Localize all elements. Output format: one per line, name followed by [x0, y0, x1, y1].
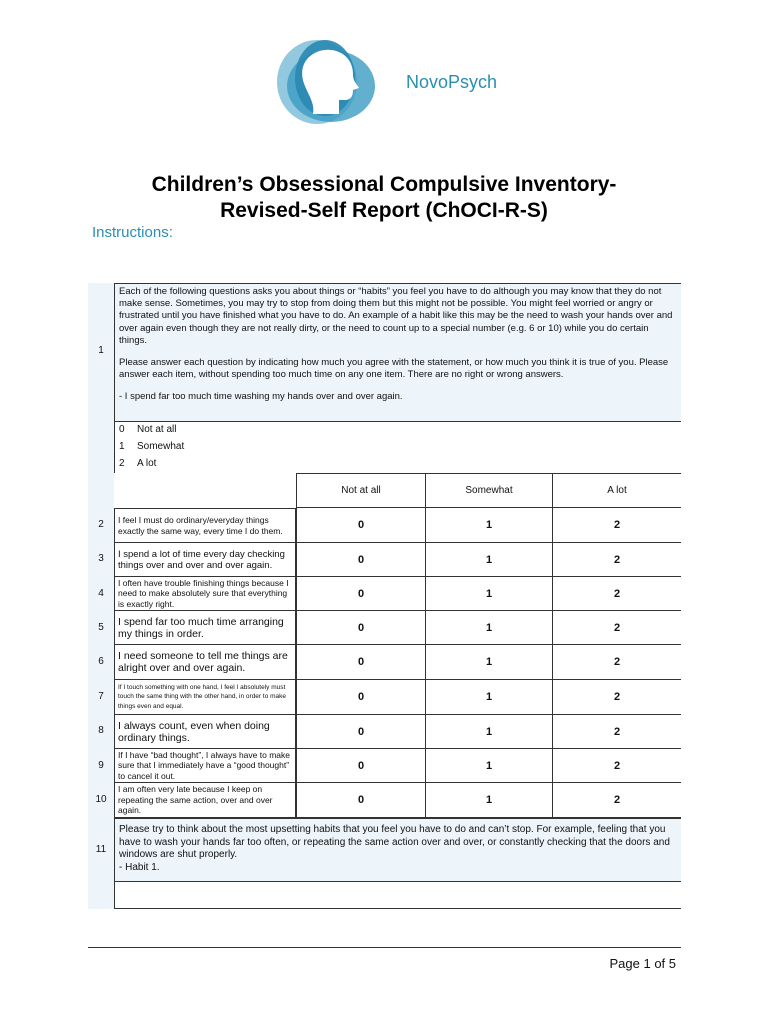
question-text: I often have trouble finishing things because I need to make absolutely sure that everything is exactly right.: [114, 576, 296, 611]
answer-option[interactable]: 2: [552, 543, 681, 577]
novopsych-logo: [273, 34, 379, 128]
habits-question-text: Please try to think about the most upsetting habits that you feel you have to do and can’t stop. For example, feeling that you have to wash your hands far too often, or repeating the same action over and over, or constantly checking that the doors and windows are shut properly.: [119, 824, 670, 860]
answer-option[interactable]: 1: [425, 680, 552, 715]
question-text: I feel I must do ordinary/everyday things exactly the same way, every time I do them.: [114, 508, 296, 543]
column-header-not-at-all: Not at all: [296, 473, 425, 508]
scale-label: Somewhat: [137, 441, 185, 452]
scale-key: 0: [119, 424, 125, 435]
answer-option[interactable]: 0: [296, 611, 425, 645]
scale-key: 2: [119, 458, 125, 469]
item-number: 11: [95, 844, 107, 855]
answer-option[interactable]: 2: [552, 611, 681, 645]
brand-name: NovoPsych: [406, 72, 498, 92]
answer-option[interactable]: 1: [425, 715, 552, 749]
answer-option[interactable]: 0: [296, 508, 425, 543]
scale-key: 1: [119, 441, 125, 452]
item-number: 5: [98, 622, 104, 633]
answer-option[interactable]: 2: [552, 577, 681, 611]
column-header-a-lot: A lot: [552, 473, 681, 508]
answer-option[interactable]: 0: [296, 577, 425, 611]
habit-answer-field[interactable]: [114, 881, 681, 909]
title-line-2: Revised-Self Report (ChOCI-R-S): [220, 199, 548, 222]
head-profile-icon: [273, 34, 379, 128]
answer-option[interactable]: 1: [425, 577, 552, 611]
answer-option[interactable]: 2: [552, 508, 681, 543]
item-number: 3: [98, 553, 104, 564]
item-number: 2: [98, 519, 104, 530]
instructions-paragraph: Please answer each question by indicating how much you agree with the statement, or how much you think it is true of you. Please answer each item, without spending too much time on any one item. There are no right or wrong answers.: [119, 357, 669, 381]
question-text: I always count, even when doing ordinary things.: [114, 714, 296, 749]
item-number: 10: [95, 794, 107, 805]
answer-option[interactable]: 1: [425, 749, 552, 783]
question-text: I spend far too much time arranging my things in order.: [114, 610, 296, 645]
answer-option[interactable]: 1: [425, 508, 552, 543]
answer-option[interactable]: 1: [425, 783, 552, 818]
instructions-label: Instructions:: [92, 224, 173, 241]
scale-row: [119, 441, 184, 452]
item-number: 1: [98, 345, 104, 356]
answer-option[interactable]: 2: [552, 680, 681, 715]
question-text: If I have “bad thought”, I always have to make sure that I immediately have a “good thought” to cancel it out.: [114, 748, 296, 783]
response-scale-legend: [114, 421, 681, 473]
instructions-block: [114, 283, 681, 421]
instructions-paragraph: Each of the following questions asks you about things or “habits” you feel you have to do although you may know that they do not make sense. Sometimes, you may try to stop from doing them but this might not be possible. You might feel worried or angry or frustrated until you have finished what you have to do. An example of a habit like this may be the need to wash your hands over and over again even though they are not really dirty, or the need to count up to a special number (e.g. 6 or 10) while you do certain things.: [119, 286, 673, 346]
example-item: - I spend far too much time washing my hands over and over again.: [119, 391, 403, 403]
answer-option[interactable]: 1: [425, 543, 552, 577]
answer-option[interactable]: 2: [552, 715, 681, 749]
question-text: I am often very late because I keep on repeating the same action, over and over again.: [114, 782, 296, 818]
answer-option[interactable]: 2: [552, 783, 681, 818]
question-text: I need someone to tell me things are alright over and over again.: [114, 644, 296, 680]
answer-option[interactable]: 0: [296, 543, 425, 577]
answer-option[interactable]: 2: [552, 749, 681, 783]
scale-row: [119, 458, 156, 469]
answer-option[interactable]: 0: [296, 645, 425, 680]
item-number: 7: [98, 691, 104, 702]
title-line-1: Children’s Obsessional Compulsive Inventory-: [151, 173, 617, 196]
question-text: I spend a lot of time every day checking things over and over and over again.: [114, 542, 296, 577]
answer-option[interactable]: 2: [552, 645, 681, 680]
answer-option[interactable]: 0: [296, 783, 425, 818]
habit-1-label: - Habit 1.: [119, 861, 160, 873]
habits-question: [114, 818, 681, 881]
answer-option[interactable]: 0: [296, 749, 425, 783]
answer-option[interactable]: 0: [296, 715, 425, 749]
item-number: 8: [98, 725, 104, 736]
footer-divider: [88, 947, 681, 948]
answer-option[interactable]: 1: [425, 645, 552, 680]
scale-label: Not at all: [137, 424, 177, 435]
item-number: 9: [98, 760, 104, 771]
item-number: 4: [98, 588, 104, 599]
item-number: 6: [98, 656, 104, 667]
answer-option[interactable]: 0: [296, 680, 425, 715]
column-header-somewhat: Somewhat: [425, 473, 552, 508]
page-number: Page 1 of 5: [609, 956, 676, 971]
answer-option[interactable]: 1: [425, 611, 552, 645]
question-text: If I touch something with one hand, I feel I absolutely must touch the same thing with the other hand, in order to make things even and equal.: [114, 679, 296, 715]
scale-row: [119, 424, 176, 435]
scale-label: A lot: [137, 458, 157, 469]
document-title: [60, 172, 708, 224]
